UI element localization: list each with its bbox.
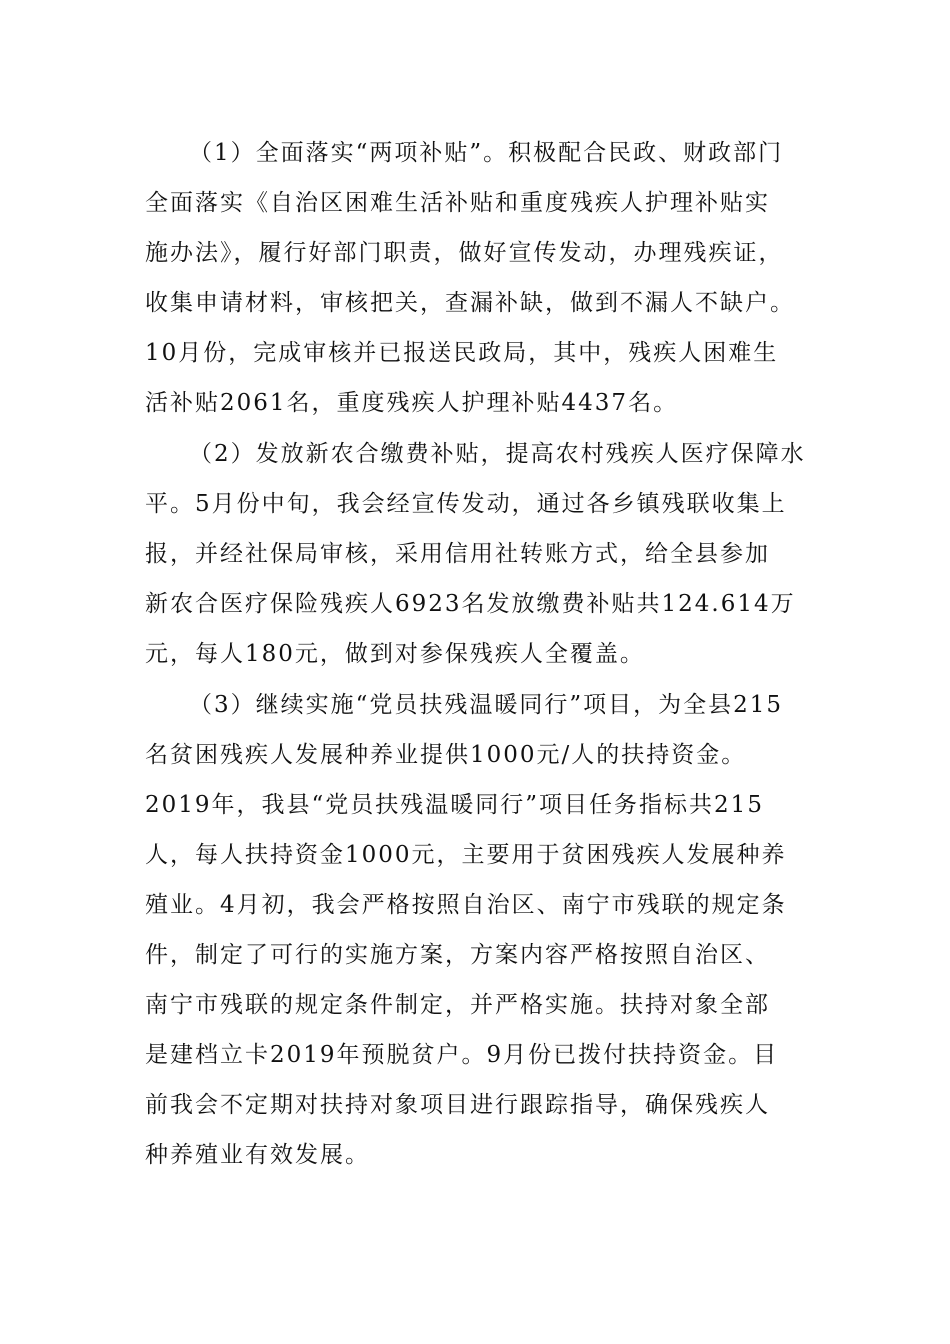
- text-line: 殖业。4月初，我会严格按照自治区、南宁市残联的规定条: [145, 892, 787, 918]
- text-line: 种养殖业有效发展。: [145, 1142, 370, 1168]
- text-line: 人，每人扶持资金1000元，主要用于贫困残疾人发展种养: [145, 842, 787, 868]
- text-line: 2019年，我县“党员扶残温暖同行”项目任务指标共215: [145, 792, 764, 818]
- text-line: 是建档立卡2019年预脱贫户。9月份已拨付扶持资金。目: [145, 1042, 779, 1068]
- text-line: （3）继续实施“党员扶残温暖同行”项目，为全县215: [189, 692, 784, 718]
- paragraph-two-subsidies: [145, 128, 815, 428]
- text-line: 全面落实《自治区困难生活补贴和重度残疾人护理补贴实: [145, 190, 770, 216]
- paragraph-medical-subsidy: [145, 429, 815, 679]
- text-line: 平。5月份中旬，我会经宣传发动，通过各乡镇残联收集上: [145, 491, 787, 517]
- text-line: 收集申请材料，审核把关，查漏补缺，做到不漏人不缺户。: [145, 290, 795, 316]
- text-line: 元，每人180元，做到对参保残疾人全覆盖。: [145, 641, 645, 667]
- paragraph-party-member-project: [145, 680, 815, 1180]
- text-line: 件，制定了可行的实施方案，方案内容严格按照自治区、: [145, 942, 770, 968]
- text-line: 报，并经社保局审核，采用信用社转账方式，给全县参加: [145, 541, 770, 567]
- text-line: （2）发放新农合缴费补贴，提高农村残疾人医疗保障水: [189, 441, 806, 467]
- text-line: 10月份，完成审核并已报送民政局，其中，残疾人困难生: [145, 340, 779, 366]
- text-line: 名贫困残疾人发展种养业提供1000元/人的扶持资金。: [145, 742, 747, 768]
- text-line: 前我会不定期对扶持对象项目进行跟踪指导，确保残疾人: [145, 1092, 770, 1118]
- document-body: [145, 128, 815, 1180]
- text-line: 施办法》，履行好部门职责，做好宣传发动，办理残疾证，: [145, 240, 784, 266]
- text-line: 新农合医疗保险残疾人6923名发放缴费补贴共124.614万: [145, 591, 796, 617]
- text-line: 活补贴2061名，重度残疾人护理补贴4437名。: [145, 390, 679, 416]
- text-line: （1）全面落实“两项补贴”。积极配合民政、财政部门: [189, 140, 784, 166]
- text-line: 南宁市残联的规定条件制定，并严格实施。扶持对象全部: [145, 992, 770, 1018]
